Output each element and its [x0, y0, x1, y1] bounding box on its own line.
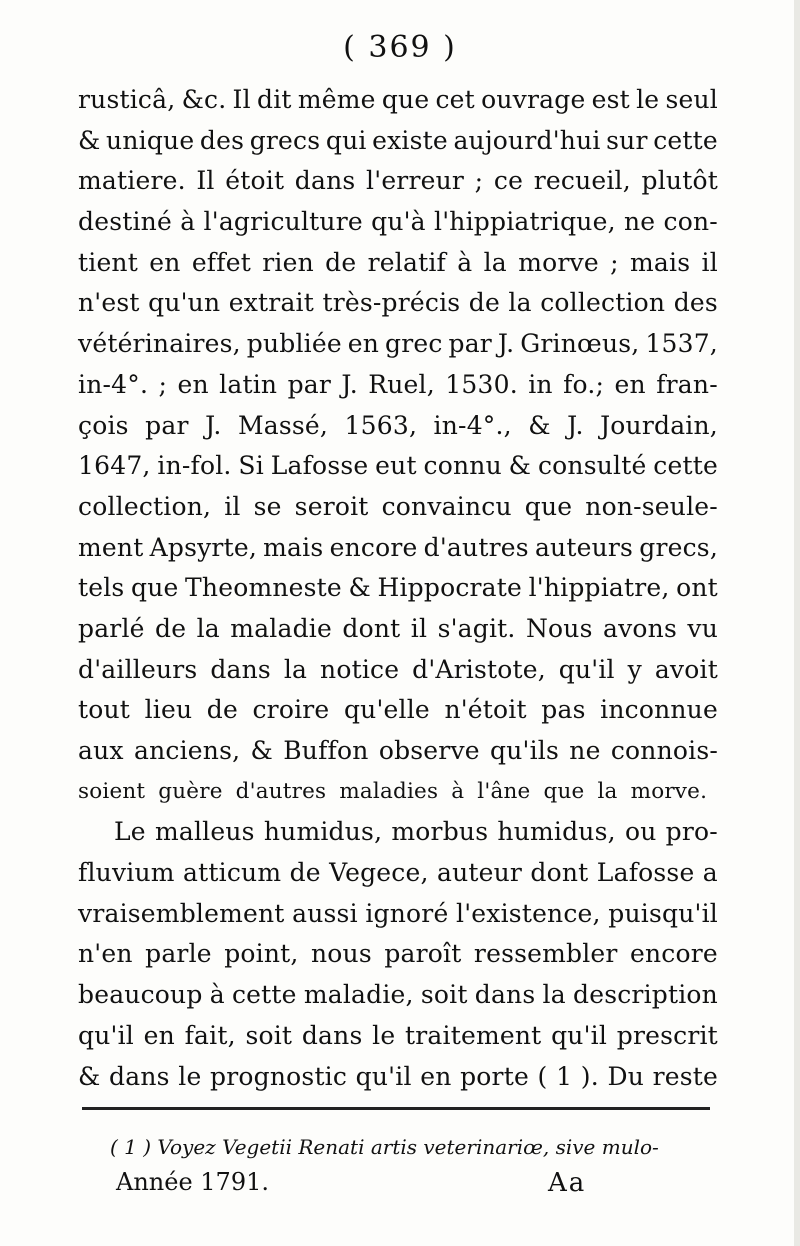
text-line: fluvium atticum de Vegece, auteur dont Lafosse a: [78, 858, 718, 888]
text-line: ment Apsyrte, mais encore d'autres auteurs grecs,: [78, 532, 718, 562]
text-line: destiné à l'agriculture qu'à l'hippiatrique, ne con-: [78, 207, 718, 237]
text-line: & dans le prognostic qu'il en porte ( 1 ). Du reste: [78, 1061, 718, 1091]
text-line: parlé de la maladie dont il s'agit. Nous avons vu: [78, 613, 718, 643]
text-line: tout lieu de croire qu'elle n'étoit pas inconnue: [78, 695, 718, 725]
footnote: ( 1 ) Voyez Vegetii Renati artis veterinariœ, sive mulo-: [110, 1135, 659, 1159]
footnote-rule: [82, 1107, 710, 1110]
text-line: n'en parle point, nous paroît ressembler encore: [78, 939, 718, 969]
text-line: rusticâ, &c. Il dit même que cet ouvrage est le seul: [78, 85, 718, 114]
text-line: 1647, in-fol. Si Lafosse eut connu & consulté cette: [78, 451, 718, 481]
text-line: soient guère d'autres maladies à l'âne que la morve.: [78, 778, 708, 804]
text-line: Le malleus humidus, morbus humidus, ou pro-: [114, 817, 718, 847]
text-line: collection, il se seroit convaincu que non-seule-: [78, 491, 718, 521]
text-line: qu'il en fait, soit dans le traitement qu'il prescrit: [78, 1020, 718, 1050]
text-line: & unique des grecs qui existe aujourd'hui sur cette: [78, 125, 718, 155]
text-line: tels que Theomneste & Hippocrate l'hippiatre, ont: [78, 573, 718, 603]
footer-year: Année 1791.: [116, 1168, 269, 1196]
text-line: aux anciens, & Buffon observe qu'ils ne connois-: [78, 736, 718, 765]
text-line: matiere. Il étoit dans l'erreur ; ce recueil, plutôt: [78, 166, 718, 196]
signature-mark: Aa: [548, 1168, 587, 1198]
text-line: çois par J. Massé, 1563, in-4°., & J. Jourdain,: [78, 410, 718, 440]
text-line: vraisemblement aussi ignoré l'existence, puisqu'il: [78, 898, 718, 928]
text-line: in-4°. ; en latin par J. Ruel, 1530. in fo.; en fran-: [78, 369, 718, 399]
text-line: n'est qu'un extrait très-précis de la collection des: [78, 288, 718, 318]
page-number: ( 369 ): [343, 30, 457, 65]
scan-edge: [794, 0, 800, 1246]
text-line: d'ailleurs dans la notice d'Aristote, qu'il y avoit: [78, 654, 718, 684]
text-line: tient en effet rien de relatif à la morve ; mais il: [78, 247, 718, 277]
text-line: beaucoup à cette maladie, soit dans la description: [78, 980, 718, 1010]
body-text: [78, 80, 718, 1097]
text-line: vétérinaires, publiée en grec par J. Grinœus, 1537,: [78, 329, 718, 359]
